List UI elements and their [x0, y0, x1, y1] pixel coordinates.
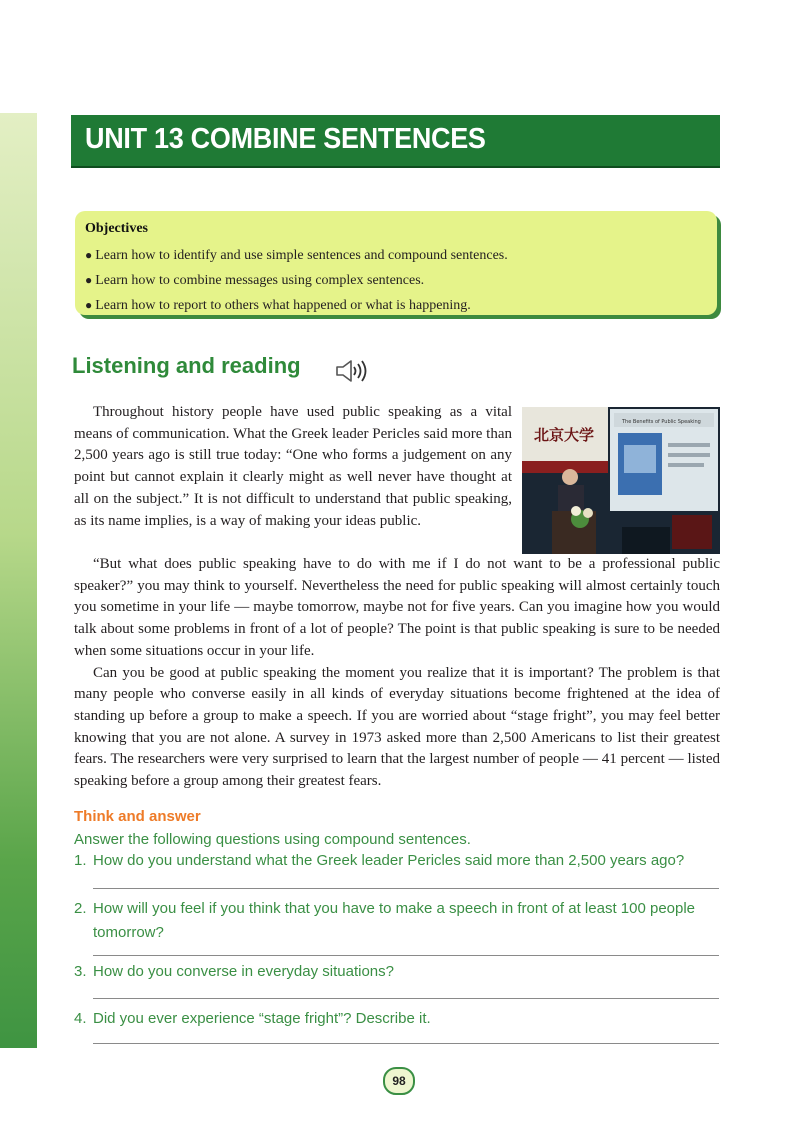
objective-item	[85, 243, 508, 268]
screen-caption: The Benefits of Public Speaking	[622, 419, 701, 425]
question-text: How do you understand what the Greek leader Pericles said more than 2,500 years ago?	[93, 852, 685, 869]
paragraph-text: “But what does public speaking have to do with me if I do not want to be a professional public speaker?” you may think to yourself. Nevertheless the need for public speaking will almost certainly touch you sometime in your life — maybe tomorrow, maybe not for five years. Can you imagine how you would talk about some problems in front of a lot of people? The point is that public speaking is sure to be needed when some situations occur in your life.	[74, 556, 720, 659]
unit-title: UNIT 13 COMBINE SENTENCES	[85, 123, 486, 155]
answer-line[interactable]	[93, 955, 719, 956]
think-title: Think and answer	[74, 808, 201, 825]
reading-paragraphs	[74, 554, 720, 793]
speaker-icon[interactable]	[334, 357, 368, 385]
answer-line[interactable]	[93, 1043, 719, 1044]
answer-line[interactable]	[93, 888, 719, 889]
question-item	[74, 1007, 722, 1031]
bullet-icon: ●	[85, 248, 93, 262]
objectives-list	[85, 243, 508, 318]
objectives-heading: Objectives	[85, 221, 148, 236]
answer-line[interactable]	[93, 998, 719, 999]
question-number: 1.	[74, 852, 87, 869]
section-title: Listening and reading	[72, 353, 301, 378]
lecture-photo	[522, 407, 720, 554]
page-number: 98	[383, 1067, 415, 1095]
bullet-icon: ●	[85, 273, 93, 287]
objective-text: Learn how to identify and use simple sentences and compound sentences.	[95, 248, 508, 263]
objective-text: Learn how to combine messages using complex sentences.	[95, 273, 425, 288]
bullet-icon: ●	[85, 298, 93, 312]
reading-paragraph-1	[74, 402, 512, 532]
question-text: How do you converse in everyday situations?	[93, 963, 394, 980]
side-color-bar	[0, 113, 37, 1048]
question-text: How will you feel if you think that you have to make a speech in front of at least 100 people tomorrow?	[93, 900, 696, 941]
unit-banner	[71, 115, 720, 166]
question-number: 3.	[74, 963, 87, 980]
objective-text: Learn how to report to others what happened or what is happening.	[95, 298, 471, 313]
question-item	[74, 960, 722, 984]
questions-intro: Answer the following questions using compound sentences.	[74, 831, 471, 848]
question-number: 4.	[74, 1010, 87, 1027]
question-item	[74, 849, 722, 873]
paragraph-text: Can you be good at public speaking the moment you realize that it is important? The problem is that many people who converse easily in all kinds of everyday situations become frightened at the idea of standing up before a group to make a speech. If you are worried about “stage fright”, you may feel better knowing that you are not alone. A survey in 1973 asked more than 2,500 Americans to list their greatest fears. The researchers were very surprised to learn that the largest number of people — 41 percent — listed speaking before a group among their greatest fears.	[74, 664, 720, 790]
question-text: Did you ever experience “stage fright”? Describe it.	[93, 1010, 431, 1027]
banner-calligraphy: 北京大学	[534, 426, 595, 444]
objective-item	[85, 293, 508, 318]
objectives-box	[75, 211, 717, 315]
objective-item	[85, 268, 508, 293]
question-item	[74, 897, 722, 945]
paragraph-text: Throughout history people have used public speaking as a vital means of communication. What the Greek leader Pericles said more than 2,500 years ago is still true today: “One who forms a judgement on any point but cannot explain it clearly might as well never have thought at all on the subject.” It is not difficult to understand that public speaking, as its name implies, is a way of making your ideas public.	[74, 404, 512, 529]
question-number: 2.	[74, 900, 87, 917]
